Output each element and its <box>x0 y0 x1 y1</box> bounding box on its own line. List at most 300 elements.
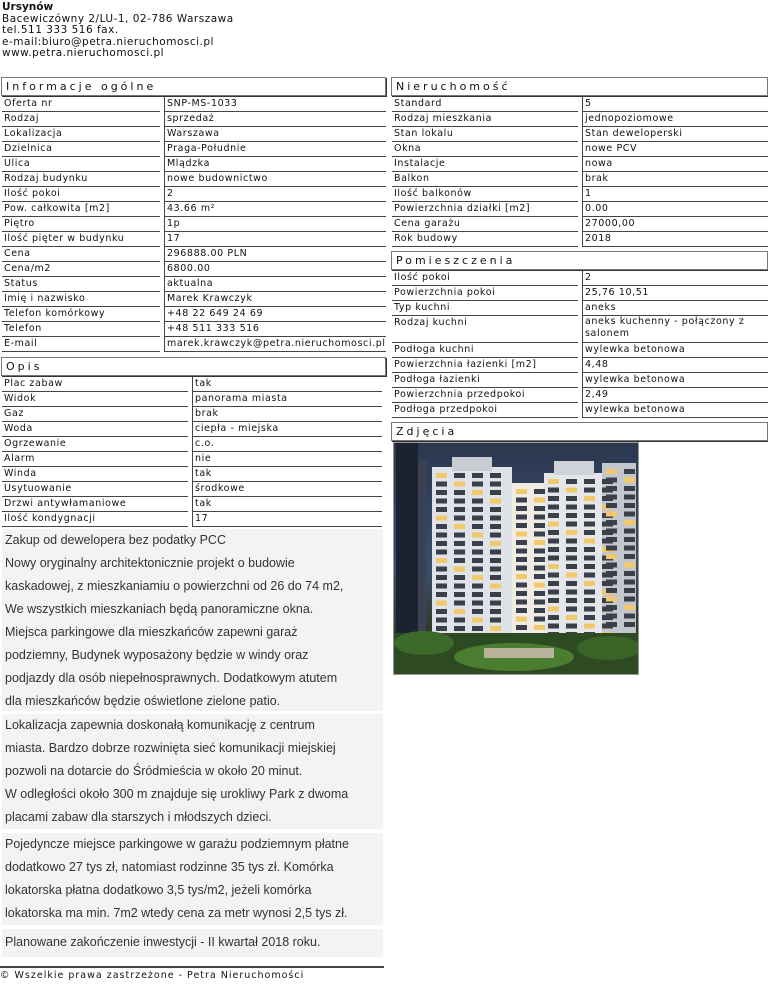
rooms-row <box>392 286 767 301</box>
window <box>606 580 617 585</box>
window <box>454 567 465 572</box>
opis-value: tak <box>192 377 382 392</box>
window <box>534 515 545 520</box>
property-key: Instalacje <box>392 157 578 172</box>
window <box>584 513 595 518</box>
opis-key: Gaz <box>2 407 188 422</box>
window <box>490 592 501 597</box>
general-row <box>2 112 385 127</box>
window <box>472 541 483 546</box>
general-section-header <box>1 77 386 96</box>
window <box>534 498 545 503</box>
agency-city: Ursynów <box>2 1 54 13</box>
window <box>436 482 447 487</box>
window <box>436 507 447 512</box>
general-key: Imię i nazwisko <box>2 292 160 307</box>
window <box>534 532 545 537</box>
window <box>516 489 527 494</box>
general-row <box>2 322 385 337</box>
window <box>548 573 559 578</box>
property-photo[interactable] <box>393 442 639 675</box>
window <box>490 533 501 538</box>
window <box>606 486 617 491</box>
opis-row <box>2 467 385 482</box>
opis-section-header <box>1 357 386 376</box>
rooms-key: Ilość pokoi <box>392 271 578 286</box>
window <box>534 574 545 579</box>
photos-section-title: Zdjęcia <box>396 425 458 438</box>
window <box>490 482 501 487</box>
rooms-key: Powierzchnia pokoi <box>392 286 578 301</box>
property-value: 27000,00 <box>582 217 768 232</box>
window <box>472 473 483 478</box>
property-row <box>392 157 767 172</box>
window <box>472 558 483 563</box>
window <box>606 503 617 508</box>
window <box>436 499 447 504</box>
window <box>566 607 577 612</box>
window <box>454 490 465 495</box>
window <box>584 539 595 544</box>
window <box>624 546 635 551</box>
window <box>624 537 635 542</box>
description-paragraph-2 <box>2 714 383 829</box>
opis-key: Ogrzewanie <box>2 437 188 452</box>
window <box>490 575 501 580</box>
window <box>624 571 635 576</box>
window <box>490 507 501 512</box>
general-key: Ulica <box>2 157 160 172</box>
opis-value: ciepła - miejska <box>192 422 382 437</box>
description-line: pozwoli na dotarcie do Śródmieścia w około 20 minut. <box>5 764 303 778</box>
window <box>436 490 447 495</box>
rooms-value: aneks <box>582 301 768 316</box>
window <box>624 469 635 474</box>
description-line: dla mieszkańców będzie oświetlone zielone patio. <box>5 694 281 708</box>
general-value: 2 <box>164 187 386 202</box>
description-line: Lokalizacja zapewnia doskonałą komunikację z centrum <box>5 718 315 732</box>
window <box>490 490 501 495</box>
window <box>472 490 483 495</box>
description-line: podjazdy dla osób niepełnosprawnych. Dodatkowym atutem <box>5 671 338 685</box>
window <box>454 533 465 538</box>
general-row <box>2 172 385 187</box>
window <box>472 516 483 521</box>
window <box>490 609 501 614</box>
agency-www: www.petra.nieruchomosci.pl <box>2 47 165 59</box>
window <box>534 489 545 494</box>
property-row <box>392 232 767 247</box>
description-line: placami zabaw dla starszych i młodszych dzieci. <box>5 810 272 824</box>
opis-value: tak <box>192 467 382 482</box>
description-line: Nowy oryginalny architektonicznie projekt o budowie <box>5 556 295 570</box>
window <box>472 618 483 623</box>
general-key: Piętro <box>2 217 160 232</box>
description-line: lokatorska ma min. 7m2 wtedy cena za metr wynosi 2,5 tys zł. <box>5 906 348 920</box>
opis-key: Usytuowanie <box>2 482 188 497</box>
description-line: W odległości około 300 m znajduje się urokliwy Park z dwoma <box>5 787 349 801</box>
window <box>472 482 483 487</box>
window <box>454 592 465 597</box>
window <box>534 583 545 588</box>
window <box>472 575 483 580</box>
window <box>472 567 483 572</box>
opis-row <box>2 422 385 437</box>
window <box>472 507 483 512</box>
window <box>436 550 447 555</box>
window <box>624 495 635 500</box>
window <box>454 516 465 521</box>
rooms-value: 2 <box>582 271 768 286</box>
general-value: nowe budownictwo <box>164 172 386 187</box>
window <box>566 522 577 527</box>
window <box>548 530 559 535</box>
window <box>624 622 635 627</box>
window <box>606 563 617 568</box>
general-key: Cena/m2 <box>2 262 160 277</box>
rooms-row <box>392 301 767 316</box>
property-value: Stan deweloperski <box>582 127 768 142</box>
rooms-section-header <box>391 251 768 270</box>
window <box>566 479 577 484</box>
opis-value: tak <box>192 497 382 512</box>
general-key: Telefon komórkowy <box>2 307 160 322</box>
rooms-row <box>392 343 767 358</box>
window <box>454 575 465 580</box>
window <box>606 622 617 627</box>
property-row <box>392 127 767 142</box>
window <box>566 513 577 518</box>
window <box>624 478 635 483</box>
window <box>548 607 559 612</box>
window <box>606 529 617 534</box>
opis-row <box>2 512 385 527</box>
property-section-title: Nieruchomość <box>396 80 511 93</box>
opis-key: Woda <box>2 422 188 437</box>
window <box>472 609 483 614</box>
window <box>624 580 635 585</box>
window <box>584 505 595 510</box>
rooms-row <box>392 388 767 403</box>
window <box>584 624 595 629</box>
window <box>624 486 635 491</box>
description-line: podziemny, Budynek wyposażony będzie w windy oraz <box>5 648 309 662</box>
rooms-section-title: Pomieszczenia <box>396 254 516 267</box>
window <box>584 522 595 527</box>
window <box>490 541 501 546</box>
window <box>584 564 595 569</box>
window <box>516 625 527 630</box>
general-key: Telefon <box>2 322 160 337</box>
property-key: Stan lokalu <box>392 127 578 142</box>
window <box>436 524 447 529</box>
property-value: nowe PCV <box>582 142 768 157</box>
window <box>534 608 545 613</box>
window <box>490 524 501 529</box>
description-line: Zakup od dewelopera bez podatky PCC <box>5 533 226 547</box>
window <box>548 488 559 493</box>
window <box>516 532 527 537</box>
window <box>472 533 483 538</box>
opis-key: Alarm <box>2 452 188 467</box>
window <box>472 601 483 606</box>
window <box>548 513 559 518</box>
property-info-table <box>392 97 767 247</box>
general-value: 17 <box>164 232 386 247</box>
window <box>584 530 595 535</box>
general-key: Rodzaj <box>2 112 160 127</box>
window <box>548 496 559 501</box>
general-value: 1p <box>164 217 386 232</box>
window <box>606 546 617 551</box>
window <box>624 529 635 534</box>
window <box>566 615 577 620</box>
window <box>436 567 447 572</box>
window <box>436 584 447 589</box>
window <box>454 626 465 631</box>
rooms-info-table <box>392 271 767 418</box>
opis-key: Ilość kondygnacji <box>2 512 188 527</box>
window <box>534 617 545 622</box>
window <box>516 608 527 613</box>
window <box>584 496 595 501</box>
rooms-key: Podłoga przedpokoi <box>392 403 578 418</box>
agency-phone: tel.511 333 516 fax. <box>2 24 119 36</box>
description-paragraph-3 <box>2 833 383 925</box>
rooms-key: Typ kuchni <box>392 301 578 316</box>
window <box>566 530 577 535</box>
property-key: Rodzaj mieszkania <box>392 112 578 127</box>
window <box>624 554 635 559</box>
window <box>516 557 527 562</box>
window <box>516 549 527 554</box>
opis-row <box>2 482 385 497</box>
window <box>454 609 465 614</box>
window <box>534 566 545 571</box>
rooms-value: aneks kuchenny - połączony z salonem <box>582 316 768 343</box>
window <box>624 512 635 517</box>
property-value: 2018 <box>582 232 768 247</box>
window <box>490 516 501 521</box>
window <box>584 573 595 578</box>
property-row <box>392 172 767 187</box>
window <box>472 524 483 529</box>
window <box>584 581 595 586</box>
window <box>436 558 447 563</box>
rooms-row <box>392 358 767 373</box>
rooms-value: wylewka betonowa <box>582 403 768 418</box>
window <box>534 549 545 554</box>
window <box>606 554 617 559</box>
window <box>490 626 501 631</box>
general-key: Cena <box>2 247 160 262</box>
window <box>490 584 501 589</box>
window <box>454 584 465 589</box>
window <box>490 499 501 504</box>
window <box>548 556 559 561</box>
property-key: Okna <box>392 142 578 157</box>
opis-value: środkowe <box>192 482 382 497</box>
general-section-title: Informacje ogólne <box>6 80 157 93</box>
property-key: Powierzchnia działki [m2] <box>392 202 578 217</box>
window <box>454 618 465 623</box>
window <box>454 482 465 487</box>
window <box>534 625 545 630</box>
general-row <box>2 337 385 352</box>
property-row <box>392 97 767 112</box>
general-key: Ilość pokoi <box>2 187 160 202</box>
window <box>472 592 483 597</box>
general-row <box>2 127 385 142</box>
window <box>584 556 595 561</box>
general-row <box>2 262 385 277</box>
opis-info-table <box>2 377 385 527</box>
window <box>548 505 559 510</box>
window <box>606 588 617 593</box>
description-paragraph-1 <box>2 529 383 711</box>
window <box>516 566 527 571</box>
window <box>534 506 545 511</box>
window <box>436 609 447 614</box>
window <box>516 523 527 528</box>
window <box>436 533 447 538</box>
property-row <box>392 202 767 217</box>
window <box>534 591 545 596</box>
window <box>548 581 559 586</box>
general-value: 6800.00 <box>164 262 386 277</box>
window <box>454 473 465 478</box>
window <box>454 601 465 606</box>
rooms-key: Podłoga łazienki <box>392 373 578 388</box>
window <box>566 547 577 552</box>
general-value: Warszawa <box>164 127 386 142</box>
window <box>516 540 527 545</box>
property-section-header <box>391 77 768 96</box>
opis-key: Plac zabaw <box>2 377 188 392</box>
general-row <box>2 307 385 322</box>
property-row <box>392 112 767 127</box>
agency-email: e-mail:biuro@petra.nieruchomosci.pl <box>2 35 214 48</box>
window <box>490 601 501 606</box>
window <box>624 520 635 525</box>
description-line: miasta. Bardzo dobrze rozwinięta sieć komunikacji miejskiej <box>5 741 336 755</box>
window <box>454 507 465 512</box>
window <box>548 590 559 595</box>
window <box>516 617 527 622</box>
window <box>566 624 577 629</box>
window <box>548 539 559 544</box>
window <box>606 512 617 517</box>
window <box>584 479 595 484</box>
description-line: Pojedyncze miejsce parkingowe w garażu podziemnym płatne <box>5 837 349 851</box>
window <box>548 598 559 603</box>
window <box>436 473 447 478</box>
general-key: Rodzaj budynku <box>2 172 160 187</box>
general-value: sprzedaż <box>164 112 386 127</box>
general-value: 43.66 m² <box>164 202 386 217</box>
window <box>490 473 501 478</box>
window <box>472 626 483 631</box>
opis-value: brak <box>192 407 382 422</box>
window <box>624 503 635 508</box>
window <box>624 588 635 593</box>
window <box>436 626 447 631</box>
general-value: marek.krawczyk@petra.nieruchomosci.pl <box>164 337 386 352</box>
window <box>534 600 545 605</box>
rooms-row <box>392 316 767 343</box>
window <box>584 615 595 620</box>
window <box>606 495 617 500</box>
general-value: Marek Krawczyk <box>164 292 386 307</box>
window <box>454 524 465 529</box>
window <box>436 516 447 521</box>
opis-row <box>2 497 385 512</box>
general-row <box>2 187 385 202</box>
window <box>472 584 483 589</box>
window <box>534 557 545 562</box>
window <box>548 624 559 629</box>
window <box>516 506 527 511</box>
window <box>516 574 527 579</box>
window <box>534 540 545 545</box>
window <box>606 605 617 610</box>
window <box>516 600 527 605</box>
window <box>566 488 577 493</box>
window <box>548 479 559 484</box>
window <box>606 597 617 602</box>
rooms-key: Powierzchnia przedpokoi <box>392 388 578 403</box>
window <box>548 547 559 552</box>
opis-key: Winda <box>2 467 188 482</box>
window <box>534 523 545 528</box>
rooms-value: 25,76 10,51 <box>582 286 768 301</box>
general-info-table <box>2 97 385 352</box>
property-key: Rok budowy <box>392 232 578 247</box>
property-value: 1 <box>582 187 768 202</box>
general-key: Pow. całkowita [m2] <box>2 202 160 217</box>
description-line: dodatkowo 27 tys zł, natomiast rodzinne 35 tys zł. Komórka <box>5 860 334 874</box>
rooms-value: 4,48 <box>582 358 768 373</box>
opis-value: panorama miasta <box>192 392 382 407</box>
window <box>606 469 617 474</box>
rooms-value: 2,49 <box>582 388 768 403</box>
window <box>436 601 447 606</box>
window <box>624 563 635 568</box>
general-value: +48 511 333 516 <box>164 322 386 337</box>
property-key: Ilość balkonów <box>392 187 578 202</box>
window <box>490 550 501 555</box>
window <box>624 605 635 610</box>
window <box>548 522 559 527</box>
agency-address: Bacewiczówny 2/LU-1, 02-786 Warszawa <box>2 12 234 25</box>
window <box>566 581 577 586</box>
window <box>454 499 465 504</box>
window <box>436 592 447 597</box>
rooms-row <box>392 271 767 286</box>
rooms-key: Rodzaj kuchni <box>392 316 578 343</box>
window <box>436 618 447 623</box>
rooms-key: Podłoga kuchni <box>392 343 578 358</box>
window <box>566 496 577 501</box>
window <box>606 537 617 542</box>
general-key: Oferta nr <box>2 97 160 112</box>
window <box>516 515 527 520</box>
window <box>516 498 527 503</box>
general-value: SNP-MS-1033 <box>164 97 386 112</box>
description-line: Planowane zakończenie inwestycji - II kwartał 2018 roku. <box>5 935 321 949</box>
general-key: Lokalizacja <box>2 127 160 142</box>
rooms-value: wylewka betonowa <box>582 343 768 358</box>
